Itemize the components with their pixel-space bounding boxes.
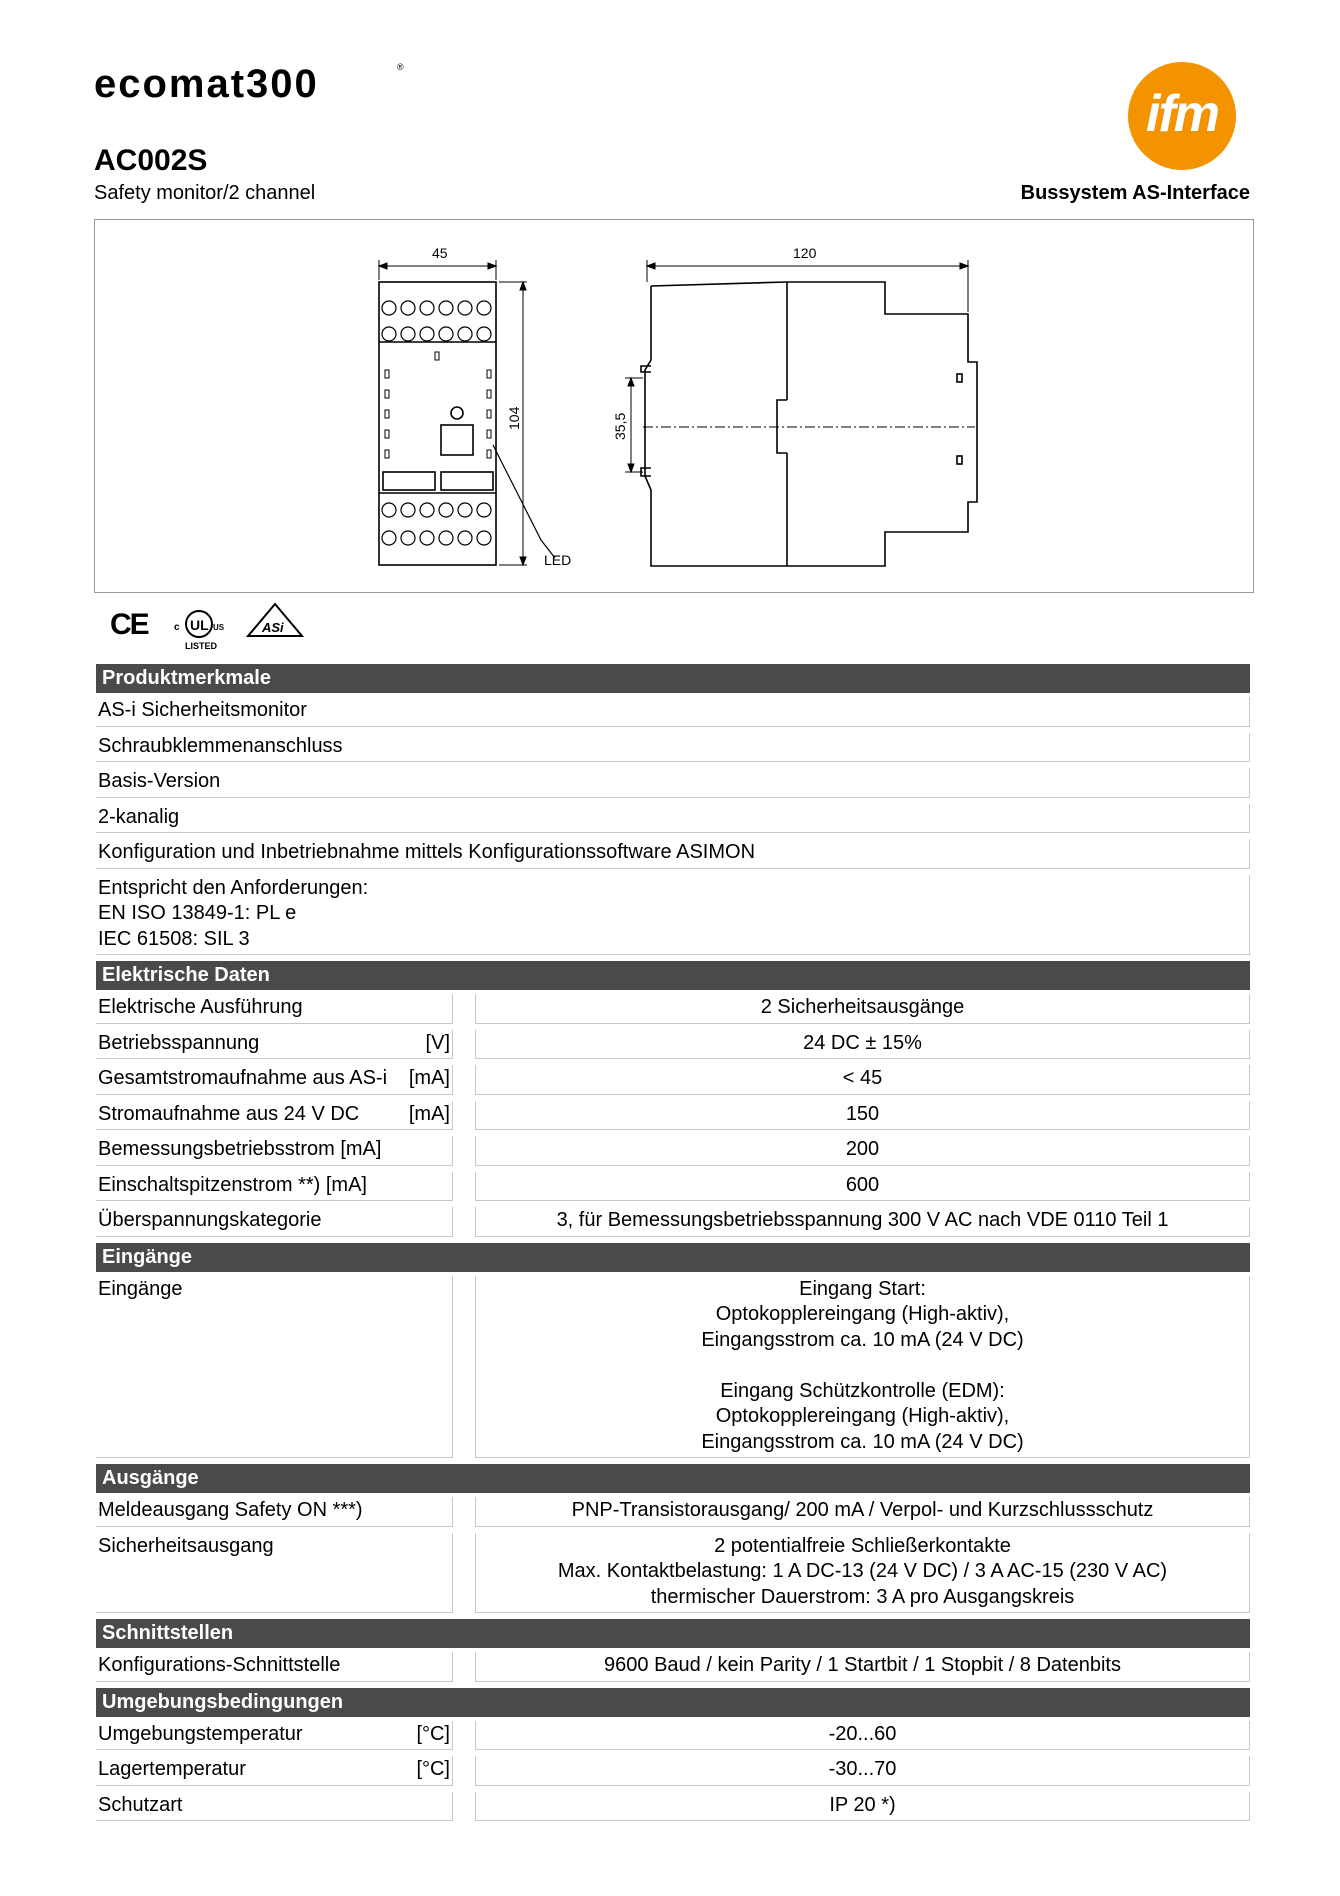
ce-mark: CE — [110, 608, 148, 641]
spec-row — [96, 1276, 1250, 1459]
spec-label-cell — [96, 1533, 453, 1614]
spec-row — [96, 1030, 1250, 1060]
spec-row — [96, 1792, 1250, 1822]
feature-text: Konfiguration und Inbetriebnahme mittels Konfigurationssoftware ASIMON — [96, 839, 1250, 869]
ul-listed-mark — [174, 604, 224, 652]
product-code: AC002S — [94, 144, 208, 177]
section-header-produktmerkmale: Produktmerkmale — [96, 664, 1250, 693]
spec-label-cell — [96, 1792, 453, 1822]
led-window — [441, 425, 473, 455]
bussystem-label: Bussystem AS-Interface — [1020, 182, 1250, 204]
spec-row — [96, 1172, 1250, 1202]
spec-value: 2 Sicherheitsausgänge — [475, 994, 1250, 1024]
dim-height-front: 104 — [506, 406, 522, 430]
feature-text: 2-kanalig — [96, 804, 1250, 834]
spec-unit: [°C] — [416, 1722, 450, 1745]
spec-label: Gesamtstromaufnahme aus AS-i — [98, 1067, 388, 1089]
spec-label: Umgebungstemperatur — [98, 1722, 303, 1745]
spec-label-cell — [96, 994, 453, 1024]
spec-label-cell — [96, 1721, 453, 1751]
spec-row — [96, 1497, 1250, 1527]
spec-unit: [V] — [425, 1031, 450, 1054]
spec-value: 9600 Baud / kein Parity / 1 Startbit / 1 Stopbit / 8 Datenbits — [475, 1652, 1250, 1682]
dim-width-side: 120 — [793, 245, 817, 261]
section-header-eingaenge: Eingänge — [96, 1243, 1250, 1272]
spec-row — [96, 994, 1250, 1024]
feature-row — [96, 839, 1250, 869]
spec-label: Schutzart — [98, 1793, 183, 1816]
ul-c-text: c — [174, 622, 180, 633]
spec-label: Eingänge — [98, 1277, 183, 1300]
brand-wordmark: ecomat300 — [94, 62, 319, 106]
section-header-ausgaenge: Ausgänge — [96, 1464, 1250, 1493]
spec-table — [96, 664, 1250, 1827]
feature-row — [96, 768, 1250, 798]
ul-us-text: US — [213, 623, 224, 632]
spec-unit: [°C] — [416, 1758, 450, 1780]
spec-row — [96, 1136, 1250, 1166]
spec-value: Eingang Start: Optokopplereingang (High-aktiv), Eingangsstrom ca. 10 mA (24 V DC) Eingang Schützkontrolle (EDM): Optokopplereingang (High-aktiv), Eingangsstrom ca. 10 mA (24 V DC) — [475, 1276, 1250, 1459]
spec-row — [96, 1101, 1250, 1131]
spec-row — [96, 1721, 1250, 1751]
spec-value: -30...70 — [475, 1756, 1250, 1786]
spec-row — [96, 1207, 1250, 1237]
spec-value: -20...60 — [475, 1721, 1250, 1751]
spec-label: Einschaltspitzenstrom **) [mA] — [98, 1173, 367, 1196]
spec-value: < 45 — [475, 1065, 1250, 1095]
spec-label-cell — [96, 1276, 453, 1459]
spec-label: Überspannungskategorie — [98, 1209, 322, 1231]
spec-label-cell — [96, 1030, 453, 1060]
spec-label-cell — [96, 1497, 453, 1527]
spec-row — [96, 1652, 1250, 1682]
spec-label: Konfigurations-Schnittstelle — [98, 1654, 341, 1676]
feature-row — [96, 697, 1250, 727]
spec-label: Stromaufnahme aus 24 V DC — [98, 1102, 360, 1125]
product-name: Safety monitor/2 channel — [94, 182, 316, 204]
spec-label-cell — [96, 1756, 453, 1786]
spec-value: PNP-Transistorausgang/ 200 mA / Verpol- und Kurzschlussschutz — [475, 1497, 1250, 1527]
feature-text: AS-i Sicherheitsmonitor — [96, 697, 1250, 727]
spec-label: Betriebsspannung — [98, 1031, 260, 1054]
dim-rail: 35,5 — [612, 412, 628, 440]
feature-text: Schraubklemmenanschluss — [96, 733, 1250, 763]
spec-label: Bemessungsbetriebsstrom [mA] — [98, 1138, 382, 1160]
section-header-schnittstellen: Schnittstellen — [96, 1619, 1250, 1648]
spec-label-cell — [96, 1652, 453, 1682]
spec-value: 600 — [475, 1172, 1250, 1202]
spec-label: Elektrische Ausführung — [98, 996, 303, 1018]
ul-text: UL — [190, 617, 209, 633]
asi-text: ASi — [262, 620, 284, 635]
spec-label-cell — [96, 1136, 453, 1166]
spec-value: 3, für Bemessungsbetriebsspannung 300 V AC nach VDE 0110 Teil 1 — [475, 1207, 1250, 1237]
section-header-elektrische-daten: Elektrische Daten — [96, 961, 1250, 990]
spec-label-cell — [96, 1065, 453, 1095]
dim-width-front: 45 — [432, 245, 448, 261]
spec-row — [96, 1065, 1250, 1095]
spec-label-cell — [96, 1172, 453, 1202]
drawing-svg — [95, 220, 1255, 594]
ul-listed-text: LISTED — [185, 641, 218, 651]
terminal-screws — [382, 301, 491, 545]
spec-row — [96, 1756, 1250, 1786]
spec-label: Lagertemperatur — [98, 1758, 246, 1780]
feature-row — [96, 733, 1250, 763]
feature-row — [96, 804, 1250, 834]
spec-label-cell — [96, 1207, 453, 1237]
spec-value: 24 DC ± 15% — [475, 1030, 1250, 1060]
front-view-body — [379, 282, 496, 565]
spec-value: 2 potentialfreie Schließerkontakte Max. Kontaktbelastung: 1 A DC-13 (24 V DC) / 3 A AC-15 (230 V AC) thermischer Dauerstrom: 3 A pro Ausgangskreis — [475, 1533, 1250, 1614]
spec-label: Meldeausgang Safety ON ***) — [98, 1499, 363, 1521]
registered-mark: ® — [397, 62, 404, 72]
spec-unit: [mA] — [408, 1102, 450, 1125]
spec-row — [96, 1533, 1250, 1614]
ifm-logo-text: ifm — [1146, 85, 1218, 143]
led-label: LED — [544, 552, 572, 568]
spec-label-cell — [96, 1101, 453, 1131]
spec-label: Sicherheitsausgang — [98, 1534, 274, 1557]
feature-text: Basis-Version — [96, 768, 1250, 798]
spec-unit: [mA] — [408, 1067, 450, 1089]
section-header-umgebungsbedingungen: Umgebungsbedingungen — [96, 1688, 1250, 1717]
spec-value: 200 — [475, 1136, 1250, 1166]
spec-value: IP 20 *) — [475, 1792, 1250, 1822]
spec-value: 150 — [475, 1101, 1250, 1131]
feature-row — [96, 875, 1250, 956]
asi-mark — [246, 602, 304, 638]
side-view-outline — [645, 282, 977, 566]
dimension-drawing — [94, 219, 1254, 593]
feature-text: Entspricht den Anforderungen: EN ISO 13849-1: PL e IEC 61508: SIL 3 — [96, 875, 1250, 956]
